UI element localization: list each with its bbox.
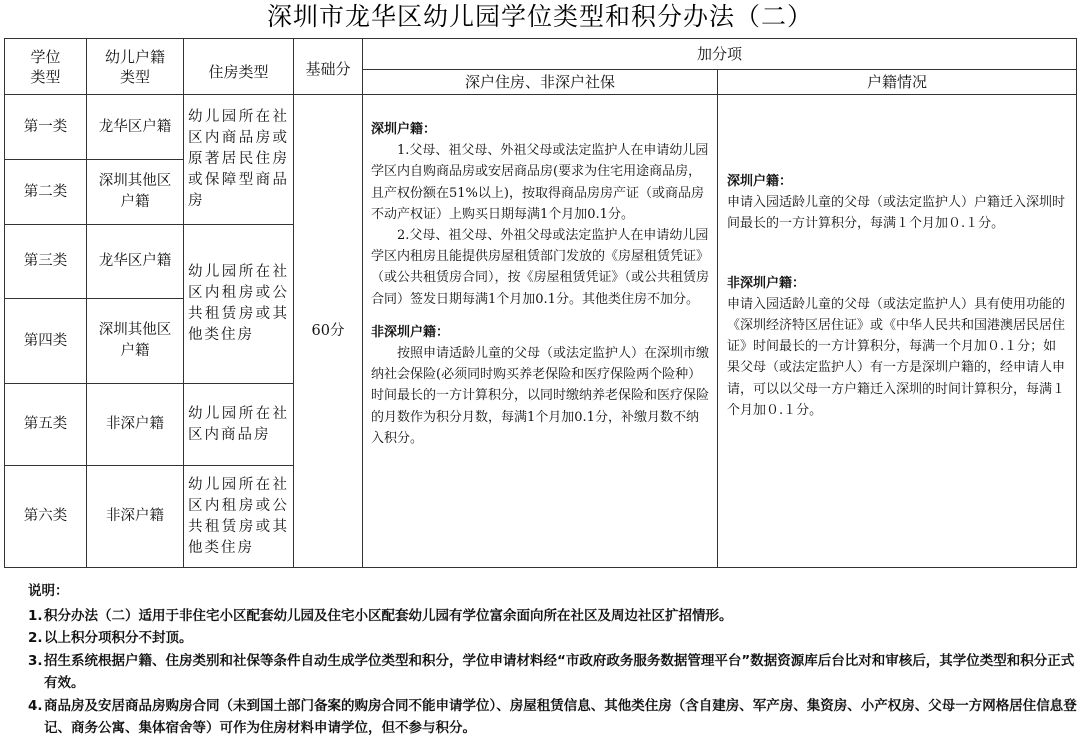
housing-cell: 幼儿园所在社区内租房或公共租赁房或其他类住房: [184, 466, 294, 568]
policy-table: [4, 38, 1077, 568]
note-number: 4.: [28, 697, 43, 714]
nsz-social-item: 按照申请适龄儿童的父母（或法定监护人）在深圳市缴纳社会保险(必须同时购买养老保险和医疗保险两个险种）时间最长的一方计算积分，以同时缴纳养老保险和医疗保险的月数作为积分月数，每满1个月加0.1分，补缴月数不纳入积分。: [371, 346, 710, 446]
header-base-score: 基础分: [294, 39, 363, 95]
hukou-cell: 非深户籍: [87, 384, 184, 466]
nsz-hukou-title: 非深圳户籍：: [727, 275, 806, 291]
sz-housing-title: 深圳户籍：: [371, 122, 437, 137]
header-bonus-housing: 深户住房、非深户社保: [363, 70, 718, 95]
note-item: [28, 627, 1078, 650]
note-number: 1.: [28, 607, 43, 624]
degree-cell: 第六类: [5, 466, 87, 568]
notes-heading: 说明：: [28, 583, 69, 599]
header-hukou-type: 幼儿户籍 类型: [87, 39, 184, 95]
degree-cell: 第一类: [5, 95, 87, 160]
note-text: 以上积分项积分不封顶。: [44, 630, 193, 646]
hukou-cell: 非深户籍: [87, 466, 184, 568]
header-housing-type: 住房类型: [184, 39, 294, 95]
nsz-social-title: 非深圳户籍：: [371, 324, 450, 340]
nsz-hukou-text: 申请入园适龄儿童的父母（或法定监护人）具有使用功能的《深圳经济特区居住证》或《中华人民共和国港澳居民居住证》时间最长的一方计算积分，每满一个月加０.１分；如果父母（或法定监护人）有一方是深圳户籍的，经申请人申请，可以以父母一方户籍迁入深圳的时间计算积分，每满１个月加０.１分。: [727, 296, 1066, 418]
header-degree-type: 学位 类型: [5, 39, 87, 95]
sz-housing-item1: 1.父母、祖父母、外祖父母或法定监护人在申请幼儿园学区内自购商品房或安居商品房(要求为住宅用途商品房，且产权份额在51%以上)，按取得商品房房产证（或商品房不动产权证）上购买日期每满1个月加0.1分。: [371, 143, 709, 222]
hukou-cell: 深圳其他区 户籍: [87, 160, 184, 225]
note-item: [28, 695, 1078, 740]
hukou-points-cell: [718, 95, 1077, 568]
hukou-cell: 深圳其他区 户籍: [87, 299, 184, 384]
degree-cell: 第二类: [5, 160, 87, 225]
page-title: 深圳市龙华区幼儿园学位类型和积分办法（二）: [266, 2, 813, 31]
degree-cell: 第三类: [5, 225, 87, 299]
header-bonus: 加分项: [363, 39, 1077, 70]
hukou-cell: 龙华区户籍: [87, 95, 184, 160]
note-text: 积分办法（二）适用于非住宅小区配套幼儿园及住宅小区配套幼儿园有学位富余面向所在社区及周边社区扩招情形。: [44, 607, 733, 624]
note-item: [28, 650, 1078, 695]
note-text: 商品房及安居商品房购房合同（未到国土部门备案的购房合同不能申请学位）、房屋租赁信息、其他类住房（含自建房、军产房、集资房、小产权房、父母一方网格居住信息登记、商务公寓、集体宿舍等）可作为住房材料申请学位，但不参与积分。: [44, 697, 1077, 736]
notes-section: [28, 580, 1078, 740]
housing-cell: 幼儿园所在社区内租房或公共租赁房或其他类住房: [184, 225, 294, 384]
note-text: 招生系统根据户籍、住房类别和社保等条件自动生成学位类型和积分，学位申请材料经“市政府政务服务数据管理平台”数据资源库后台比对和审核后，其学位类型和积分正式有效。: [44, 652, 1075, 691]
note-number: 2.: [28, 630, 43, 646]
degree-cell: 第四类: [5, 299, 87, 384]
sz-hukou-text: 申请入园适龄儿童的父母（或法定监护人）户籍迁入深圳时间最长的一方计算积分，每满１个月加０.１分。: [727, 195, 1066, 232]
housing-cell: 幼儿园所在社区内商品房或原著居民住房或保障型商品房: [184, 95, 294, 225]
housing-points-cell: [363, 95, 718, 568]
base-score-cell: 60分: [294, 95, 363, 568]
sz-hukou-title: 深圳户籍：: [727, 174, 793, 189]
note-number: 3.: [28, 652, 43, 669]
header-bonus-hukou: 户籍情况: [718, 70, 1077, 95]
sz-housing-item2: 2.父母、祖父母、外祖父母或法定监护人在申请幼儿园学区内租房且能提供房屋租赁部门发放的《房屋租赁凭证》（或公共租赁房合同），按《房屋租赁凭证》（或公共租赁房合同）签发日期每满1个月加0.1分。其他类住房不加分。: [371, 228, 710, 307]
hukou-cell: 龙华区户籍: [87, 225, 184, 299]
note-item: [28, 605, 1078, 628]
table-row: [5, 95, 1077, 160]
degree-cell: 第五类: [5, 384, 87, 466]
housing-cell: 幼儿园所在社区内商品房: [184, 384, 294, 466]
